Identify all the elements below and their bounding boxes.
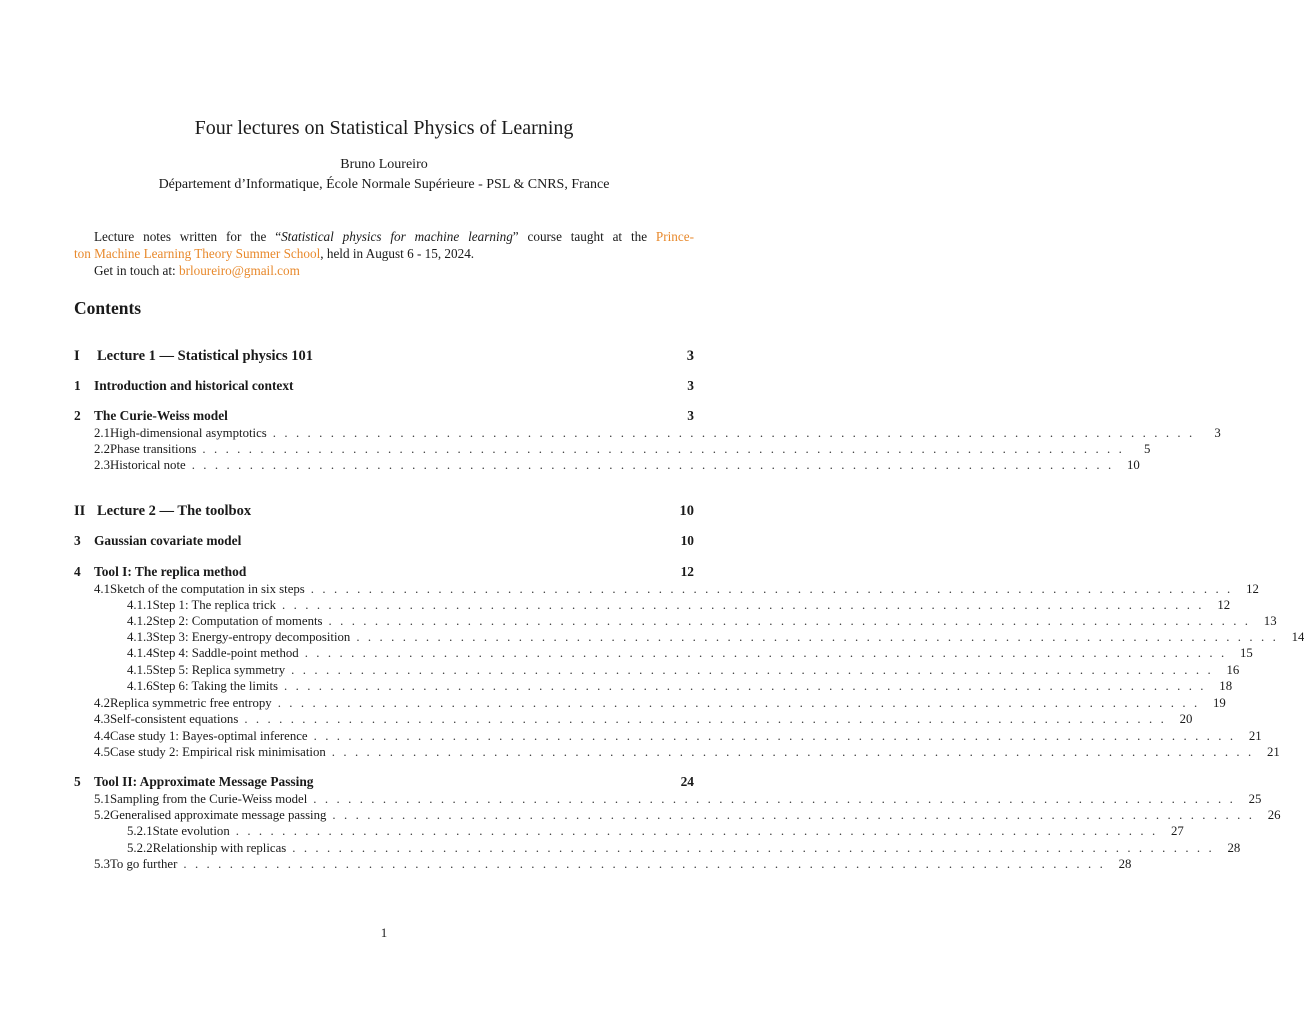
toc-entry-number: 5.3 — [94, 857, 110, 871]
toc-entry-title: Step 5: Replica symmetry — [152, 663, 286, 677]
toc-entry[interactable] — [74, 426, 1221, 443]
toc-entry-number: 1 — [74, 378, 81, 393]
toc-entry-page: 20 — [1179, 712, 1193, 726]
toc-entry-title: Tool II: Approximate Message Passing — [94, 774, 314, 789]
toc-entry-title: Generalised approximate message passing — [110, 808, 327, 822]
toc-entry[interactable] — [74, 663, 1240, 680]
toc-entry[interactable] — [74, 442, 1151, 459]
abstract-text: , held in August 6 - 15, 2024. — [320, 246, 475, 261]
toc-entry-number: 4 — [74, 564, 81, 579]
toc-entry-title: Step 1: The replica trick — [152, 598, 277, 612]
toc-entry-number: 2.3 — [94, 458, 110, 472]
toc-entry[interactable] — [74, 729, 1262, 746]
abstract-line-3 — [74, 262, 694, 279]
toc-leader-dots: . . . . . . . . . . . . . . . . . . . . . . . . . . . . . . . . . . . . . . . . . . . . . . . . . . . . . . . . . . . . . . . . . . . . . . . . . . . . . . . . — [202, 442, 1125, 456]
toc-leader-dots: . . . . . . . . . . . . . . . . . . . . . . . . . . . . . . . . . . . . . . . . . . . . . . . . . . . . . . . . . . . . . . . . . . . . . . . . . . . . . . . . — [331, 745, 1254, 759]
toc-entry-number: 4.1.4 — [127, 646, 153, 660]
toc-entry-page: 12 — [680, 564, 694, 579]
toc-entry-page: 28 — [1118, 857, 1132, 871]
toc-leader-dots: . . . . . . . . . . . . . . . . . . . . . . . . . . . . . . . . . . . . . . . . . . . . . . . . . . . . . . . . . . . . . . . . . . . . . . . . . . . . . . . . — [277, 696, 1200, 710]
toc-entry[interactable] — [74, 792, 1262, 809]
toc-entry-page: 10 — [1126, 458, 1140, 472]
toc-entry-number: 4.1.3 — [127, 630, 153, 644]
toc-entry[interactable] — [74, 564, 694, 581]
toc-entry[interactable] — [74, 378, 694, 395]
toc-leader-dots: . . . . . . . . . . . . . . . . . . . . . . . . . . . . . . . . . . . . . . . . . . . . . . . . . . . . . . . . . . . . . . . . . . . . . . . . . . . . . . . . — [282, 598, 1205, 612]
toc-leader-dots: . . . . . . . . . . . . . . . . . . . . . . . . . . . . . . . . . . . . . . . . . . . . . . . . . . . . . . . . . . . . . . . . . . . . . . . . . . . . . . . . — [292, 841, 1215, 855]
toc-leader-dots: . . . . . . . . . . . . . . . . . . . . . . . . . . . . . . . . . . . . . . . . . . . . . . . . . . . . . . . . . . . . . . . . . . . . . . . . . . . . . . . . — [328, 614, 1251, 628]
toc-entry-page: 19 — [1212, 696, 1226, 710]
toc-entry-title: Self-consistent equations — [110, 712, 239, 726]
toc-entry-title: State evolution — [152, 824, 230, 838]
toc-leader-dots: . . . . . . . . . . . . . . . . . . . . . . . . . . . . . . . . . . . . . . . . . . . . . . . . . . . . . . . . . . . . . . . . . . . . . . . . . . . . . . . . — [291, 663, 1214, 677]
abstract-text: ” course taught at the — [512, 229, 656, 244]
toc-entry-number: 4.1.1 — [127, 598, 153, 612]
contact-label: Get in touch at: — [94, 263, 179, 278]
toc-entry-page: 3 — [686, 348, 694, 364]
toc-leader-dots: . . . . . . . . . . . . . . . . . . . . . . . . . . . . . . . . . . . . . . . . . . . . . . . . . . . . . . . . . . . . . . . . . . . . . . . . . . . . . . . . — [332, 808, 1255, 822]
toc-entry[interactable] — [74, 533, 694, 550]
toc-entry-number: 4.1 — [94, 582, 110, 596]
toc-entry-title: Case study 2: Empirical risk minimisation — [110, 745, 326, 759]
toc-entry-page: 26 — [1267, 808, 1281, 822]
abstract-text: Lecture notes written for the “ — [94, 229, 282, 244]
toc-entry-number: 2.1 — [94, 426, 110, 440]
toc-entry[interactable] — [74, 582, 1259, 599]
toc-entry[interactable] — [74, 774, 694, 791]
toc-entry[interactable] — [74, 824, 1184, 841]
toc-entry[interactable] — [74, 348, 694, 365]
toc-entry[interactable] — [74, 614, 1277, 631]
toc-entry-page: 14 — [1291, 630, 1304, 644]
toc-leader-dots: . . . . . . . . . . . . . . . . . . . . . . . . . . . . . . . . . . . . . . . . . . . . . . . . . . . . . . . . . . . . . . . . . . . . . . . . . . . . . . . . — [272, 426, 1195, 440]
toc-entry[interactable] — [74, 712, 1193, 729]
toc-leader-dots: . . . . . . . . . . . . . . . . . . . . . . . . . . . . . . . . . . . . . . . . . . . . . . . . . . . . . . . . . . . . . . . . . . . . . . . . . . . . . . . . — [235, 824, 1158, 838]
toc-entry-page: 21 — [1248, 729, 1262, 743]
toc-entry-title: Gaussian covariate model — [94, 533, 242, 548]
toc-entry-title: Relationship with replicas — [152, 841, 287, 855]
toc-entry-number: 3 — [74, 533, 81, 548]
toc-entry-number: 4.1.6 — [127, 679, 153, 693]
toc-entry-title: High-dimensional asymptotics — [110, 426, 267, 440]
toc-entry-number: 5.2 — [94, 808, 110, 822]
toc-entry[interactable] — [74, 646, 1253, 663]
toc-entry-page: 27 — [1171, 824, 1184, 838]
toc-entry-title: Step 6: Taking the limits — [152, 679, 279, 693]
toc-entry-number: 4.1.5 — [127, 663, 153, 677]
toc-entry-title: Sketch of the computation in six steps — [110, 582, 305, 596]
toc-entry-page: 13 — [1263, 614, 1277, 628]
toc-entry-title: Lecture 1 — Statistical physics 101 — [97, 348, 314, 364]
toc-entry-number: 5 — [74, 774, 81, 789]
toc-entry-title: Tool I: The replica method — [94, 564, 247, 579]
email-link[interactable]: brloureiro@gmail.com — [178, 263, 300, 278]
toc-entry[interactable] — [74, 696, 1226, 713]
toc-entry-number: 4.3 — [94, 712, 110, 726]
toc-entry-page: 3 — [1214, 426, 1221, 440]
toc-entry-number: 5.2.2 — [127, 841, 153, 855]
page-number: 1 — [380, 925, 388, 940]
course-name: Statistical physics for machine learning — [281, 229, 513, 244]
toc-entry-number: 4.4 — [94, 729, 110, 743]
toc-leader-dots: . . . . . . . . . . . . . . . . . . . . . . . . . . . . . . . . . . . . . . . . . . . . . . . . . . . . . . . . . . . . . . . . . . . . . . . . . . . . . . . . — [304, 646, 1227, 660]
toc-entry-number: 5.1 — [94, 792, 110, 806]
toc-entry-page: 28 — [1227, 841, 1241, 855]
toc-entry[interactable] — [74, 745, 1280, 762]
toc-entry-page: 5 — [1144, 442, 1151, 456]
toc-leader-dots: . . . . . . . . . . . . . . . . . . . . . . . . . . . . . . . . . . . . . . . . . . . . . . . . . . . . . . . . . . . . . . . . . . . . . . . . . . . . . . . . — [356, 630, 1279, 644]
toc-entry-title: Replica symmetric free entropy — [110, 696, 272, 710]
toc-entry-number: 4.1.2 — [127, 614, 153, 628]
toc-entry-title: Sampling from the Curie-Weiss model — [110, 792, 308, 806]
toc-entry-number: 4.2 — [94, 696, 110, 710]
toc-entry-page: 10 — [680, 533, 694, 548]
toc-leader-dots: . . . . . . . . . . . . . . . . . . . . . . . . . . . . . . . . . . . . . . . . . . . . . . . . . . . . . . . . . . . . . . . . . . . . . . . . . . . . . . . . — [244, 712, 1167, 726]
toc-leader-dots: . . . . . . . . . . . . . . . . . . . . . . . . . . . . . . . . . . . . . . . . . . . . . . . . . . . . . . . . . . . . . . . . . . . . . . . . . . . . . . . . — [313, 729, 1236, 743]
toc-entry-number: I — [74, 348, 80, 364]
toc-entry-number: 2 — [74, 408, 81, 423]
toc-entry-page: 24 — [680, 774, 694, 789]
toc-leader-dots: . . . . . . . . . . . . . . . . . . . . . . . . . . . . . . . . . . . . . . . . . . . . . . . . . . . . . . . . . . . . . . . . . . . . . . . . . . . . . . . . — [191, 458, 1114, 472]
toc-entry-page: 18 — [1219, 679, 1233, 693]
toc-entry-title: Historical note — [110, 458, 186, 472]
toc-entry-title: Step 4: Saddle-point method — [152, 646, 299, 660]
toc-entry-title: Lecture 2 — The toolbox — [97, 503, 252, 519]
toc-leader-dots: . . . . . . . . . . . . . . . . . . . . . . . . . . . . . . . . . . . . . . . . . . . . . . . . . . . . . . . . . . . . . . . . . . . . . . . . . . . . . . . . — [284, 679, 1207, 693]
toc-entry[interactable] — [74, 857, 1132, 874]
toc-entry-page: 3 — [687, 378, 694, 393]
toc-entry[interactable] — [74, 841, 1241, 858]
abstract-note — [74, 228, 694, 279]
toc-leader-dots: . . . . . . . . . . . . . . . . . . . . . . . . . . . . . . . . . . . . . . . . . . . . . . . . . . . . . . . . . . . . . . . . . . . . . . . . . . . . . . . . — [183, 857, 1106, 871]
toc-entry-page: 12 — [1217, 598, 1231, 612]
author-name: Bruno Loureiro — [340, 157, 428, 172]
toc-entry[interactable] — [74, 503, 694, 520]
toc-entry[interactable] — [74, 679, 1233, 696]
toc-entry-page: 15 — [1239, 646, 1253, 660]
toc-entry-page: 16 — [1226, 663, 1240, 677]
toc-entry-number: 5.2.1 — [127, 824, 153, 838]
toc-entry-title: Step 3: Energy-entropy decomposition — [152, 630, 351, 644]
contents-heading: Contents — [74, 298, 142, 318]
paper-title: Four lectures on Statistical Physics of Learning — [194, 117, 574, 139]
toc-entry-number: 4.5 — [94, 745, 110, 759]
author-affiliation: Département d’Informatique, École Normale Supérieure - PSL & CNRS, France — [158, 177, 610, 192]
toc-entry-title: The Curie-Weiss model — [94, 408, 228, 423]
toc-entry[interactable] — [74, 808, 1281, 825]
toc-entry-title: Case study 1: Bayes-optimal inference — [110, 729, 308, 743]
toc-entry-title: Step 2: Computation of moments — [152, 614, 323, 628]
toc-entry[interactable] — [74, 408, 694, 425]
toc-entry-page: 3 — [687, 408, 694, 423]
toc-entry-number: II — [74, 503, 86, 519]
toc-entry-page: 25 — [1248, 792, 1262, 806]
school-link[interactable]: Prince- — [655, 229, 695, 244]
toc-entry-page: 10 — [679, 503, 694, 519]
abstract-line-1 — [74, 228, 694, 245]
toc-entry-title: Phase transitions — [110, 442, 197, 456]
toc-entry-number: 2.2 — [94, 442, 110, 456]
toc-leader-dots: . . . . . . . . . . . . . . . . . . . . . . . . . . . . . . . . . . . . . . . . . . . . . . . . . . . . . . . . . . . . . . . . . . . . . . . . . . . . . . . . — [313, 792, 1236, 806]
toc-entry-title: Introduction and historical context — [94, 378, 294, 393]
toc-entry-page: 21 — [1267, 745, 1280, 759]
abstract-line-2 — [74, 245, 694, 262]
school-link[interactable]: ton Machine Learning Theory Summer School — [74, 246, 321, 261]
toc-entry[interactable] — [74, 598, 1231, 615]
toc-entry-page: 12 — [1246, 582, 1259, 596]
toc-leader-dots: . . . . . . . . . . . . . . . . . . . . . . . . . . . . . . . . . . . . . . . . . . . . . . . . . . . . . . . . . . . . . . . . . . . . . . . . . . . . . . . . — [310, 582, 1233, 596]
toc-entry-title: To go further — [110, 857, 178, 871]
toc-entry[interactable] — [74, 630, 1304, 647]
toc-entry[interactable] — [74, 458, 1140, 475]
